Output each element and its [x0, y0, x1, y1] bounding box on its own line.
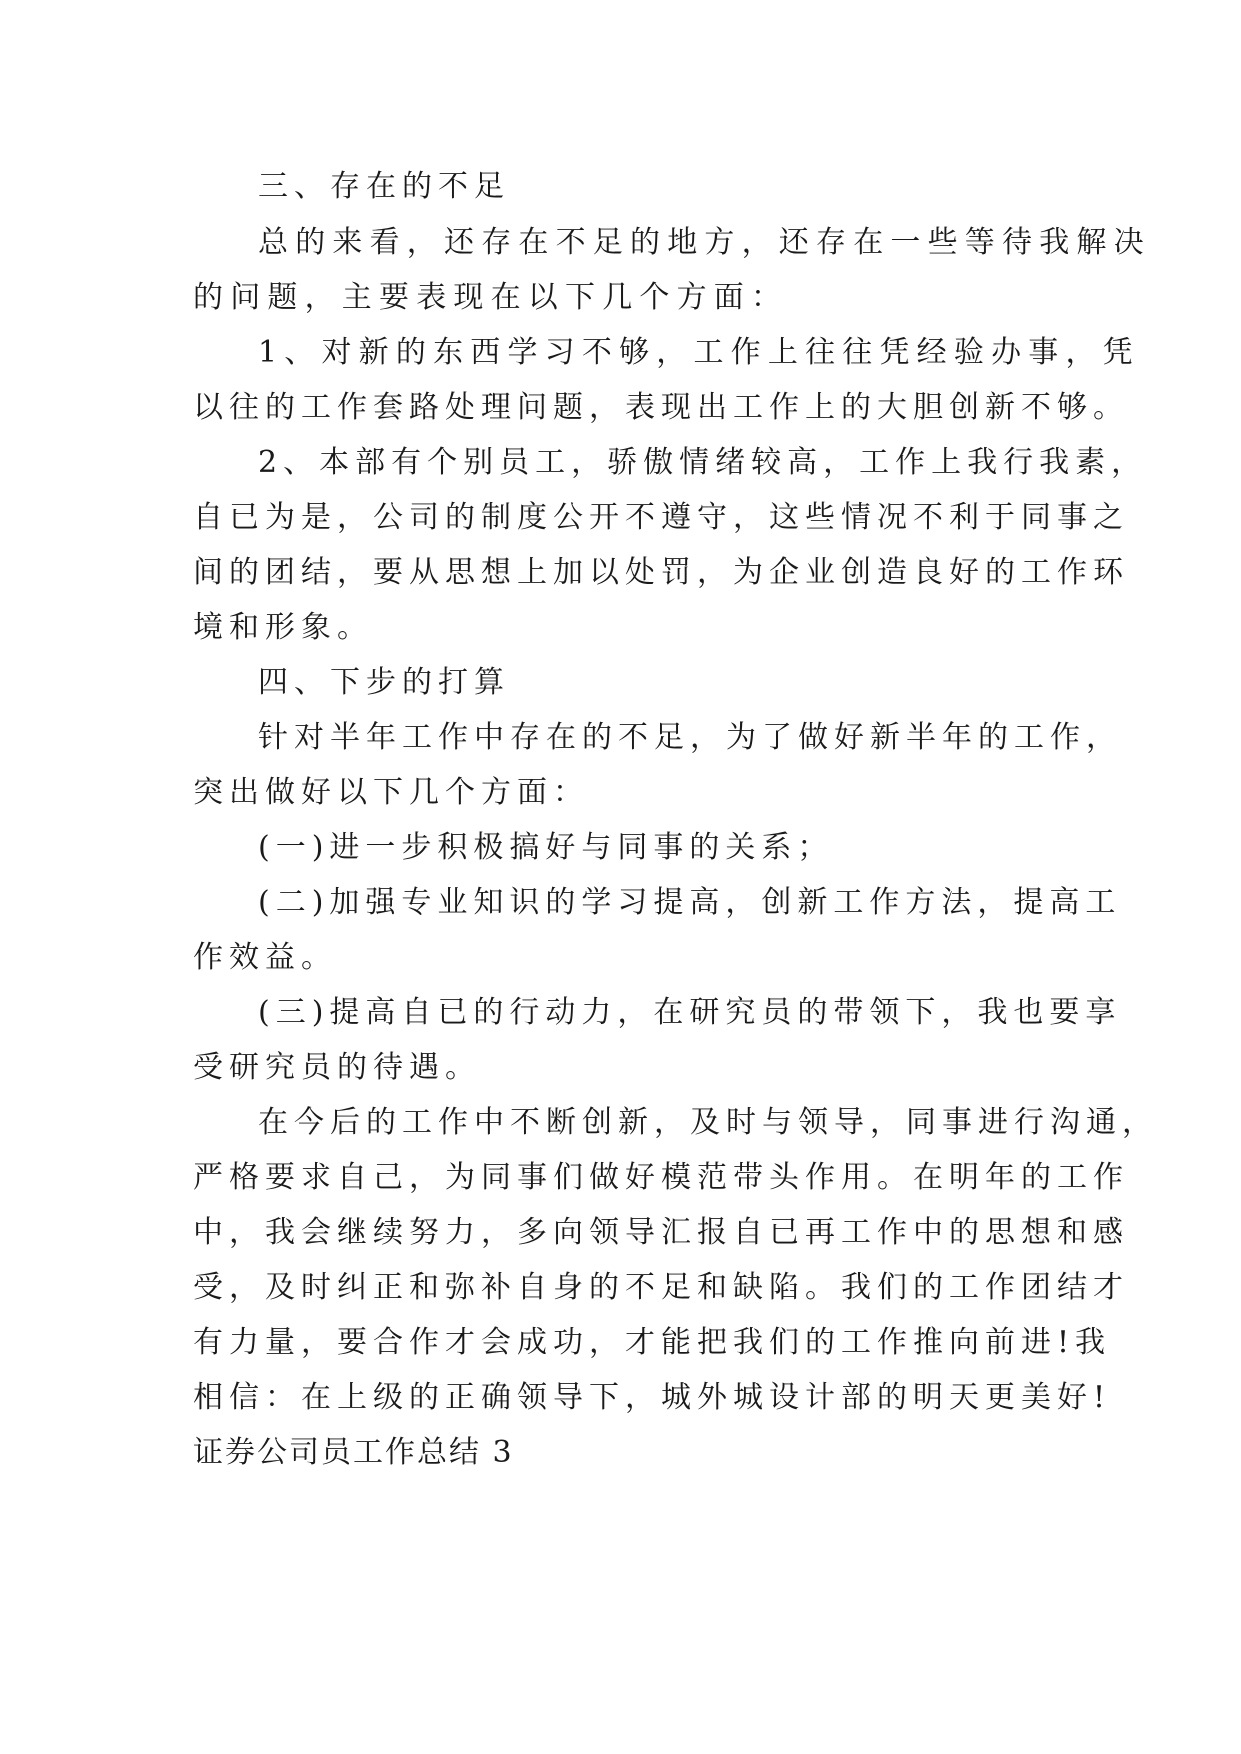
paragraph-line: 的问题，主要表现在以下几个方面：: [193, 280, 789, 315]
list-item-line: 2、本部有个别员工，骄傲情绪较高，工作上我行我素，: [258, 445, 1148, 480]
list-item-line: 受研究员的待遇。: [193, 1050, 481, 1085]
section-heading-next-steps: 四、下步的打算: [258, 665, 510, 700]
paragraph-line: 针对半年工作中存在的不足，为了做好新半年的工作，: [258, 720, 1122, 755]
paragraph-line: 严格要求自己，为同事们做好模范带头作用。在明年的工作: [193, 1160, 1129, 1195]
list-item-line: 1、对新的东西学习不够，工作上往往凭经验办事，凭: [258, 335, 1140, 370]
list-item-line: (三)提高自已的行动力，在研究员的带领下，我也要享: [258, 995, 1122, 1030]
list-item-line: 间的团结，要从思想上加以处罚，为企业创造良好的工作环: [193, 555, 1129, 590]
list-item-line: (一)进一步积极搞好与同事的关系；: [258, 830, 834, 865]
paragraph-line: 相信：在上级的正确领导下，城外城设计部的明天更美好!: [193, 1380, 1112, 1415]
paragraph-line: 受，及时纠正和弥补自身的不足和缺陷。我们的工作团结才: [193, 1270, 1129, 1305]
paragraph-line: 中，我会继续努力，多向领导汇报自已再工作中的思想和感: [193, 1215, 1129, 1250]
list-item-line: 作效益。: [193, 940, 337, 975]
list-item-line: 境和形象。: [193, 610, 373, 645]
next-section-title: 证券公司员工作总结 3: [193, 1435, 514, 1470]
paragraph-line: 在今后的工作中不断创新，及时与领导，同事进行沟通，: [258, 1105, 1158, 1140]
paragraph-line: 突出做好以下几个方面：: [193, 775, 589, 810]
paragraph-line: 总的来看，还存在不足的地方，还存在一些等待我解决: [258, 225, 1151, 260]
section-heading-shortcomings: 三、存在的不足: [258, 169, 510, 204]
list-item-line: 以往的工作套路处理问题，表现出工作上的大胆创新不够。: [193, 390, 1129, 425]
list-item-line: (二)加强专业知识的学习提高，创新工作方法，提高工: [258, 885, 1122, 920]
paragraph-line: 有力量，要合作才会成功，才能把我们的工作推向前进!我: [193, 1325, 1112, 1360]
list-item-line: 自已为是，公司的制度公开不遵守，这些情况不利于同事之: [193, 500, 1129, 535]
